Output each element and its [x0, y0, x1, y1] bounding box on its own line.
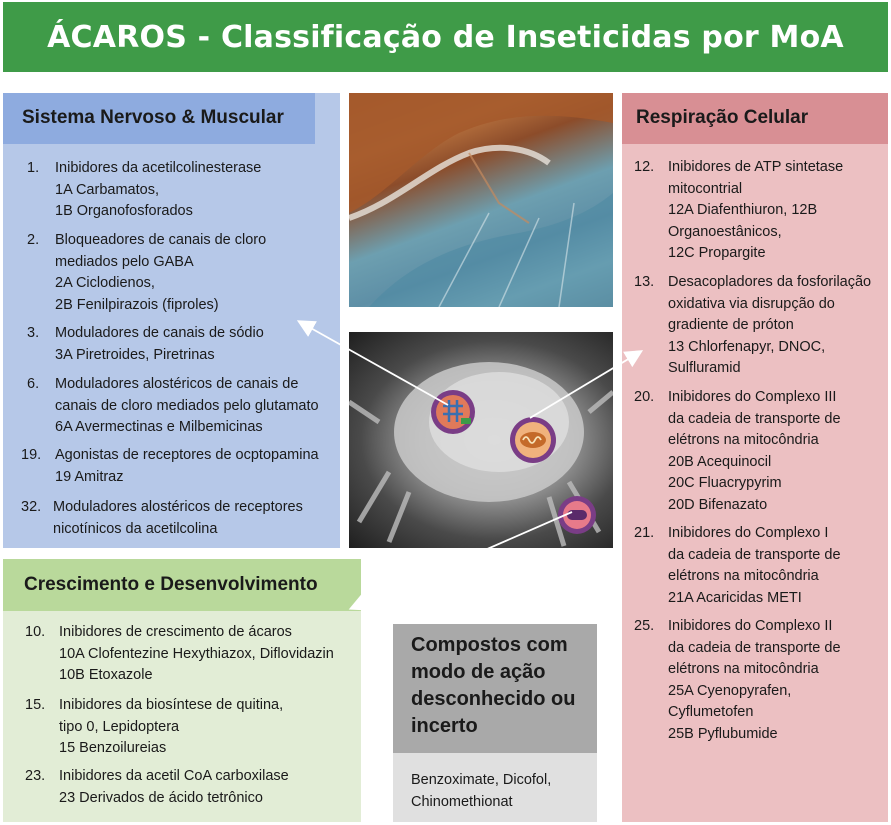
item-line: Inibidores do Complexo II [668, 618, 833, 634]
item-number: 32. [21, 499, 42, 515]
item-line: 12A Diafenthiuron, 12B [668, 202, 818, 218]
item-line: 3A Piretroides, Piretrinas [55, 346, 215, 363]
item-line: Inibidores de crescimento de ácaros [59, 624, 292, 640]
unknown-heading-line: incerto [411, 715, 478, 737]
unknown-heading-line: modo de ação [411, 661, 546, 683]
compound-line: Chinomethionat [411, 794, 513, 810]
item-line: oxidativa via disrupção do [668, 295, 835, 312]
item-line: 20C Fluacrypyrim [668, 475, 782, 491]
item-line: Organoestânicos, [668, 223, 782, 240]
item-line: Bloqueadores de canais de cloro [55, 232, 267, 248]
item-line: 1A Carbamatos, [55, 181, 159, 198]
item-line: 13 Chlorfenapyr, DNOC, [668, 338, 826, 355]
item-number: 10. [25, 624, 46, 640]
item-line: da cadeia de transporte de [668, 639, 841, 656]
item-line: Desacopladores da fosforilação [668, 274, 872, 290]
item-line: 2A Ciclodienos, [55, 275, 155, 291]
item-line: elétrons na mitocôndria [668, 432, 819, 448]
unknown-heading-line: Compostos com [411, 634, 568, 656]
arrow-to-respiration [530, 352, 640, 418]
item-line: gradiente de próton [668, 317, 794, 333]
item-number: 19. [21, 447, 42, 463]
item-line: Inibidores da acetil CoA carboxilase [59, 768, 289, 784]
item-line: elétrons na mitocôndria [668, 661, 819, 677]
item-line: 10A Clofentezine Hexythiazox, Diflovidazin [59, 645, 334, 662]
item-line: Inibidores do Complexo III [668, 389, 837, 405]
item-line: tipo 0, Lepidoptera [59, 718, 180, 735]
item-line: Moduladores alostéricos de receptores [53, 499, 303, 515]
item-line: da cadeia de transporte de [668, 410, 841, 427]
item-number: 2. [27, 232, 40, 248]
item-line: mediados pelo GABA [55, 253, 194, 270]
nervous-system-heading: Sistema Nervoso & Muscular [22, 107, 284, 128]
item-number: 21. [634, 525, 655, 541]
item-number: 23. [25, 768, 46, 784]
respiration-heading: Respiração Celular [636, 107, 809, 128]
growth-heading: Crescimento e Desenvolvimento [24, 574, 318, 595]
item-line: Inibidores do Complexo I [668, 525, 829, 541]
item-number: 3. [27, 325, 40, 341]
item-number: 1. [27, 160, 40, 176]
item-number: 20. [634, 389, 655, 405]
arrow-to-growth [352, 512, 572, 608]
item-line: Agonistas de receptores de ocptopamina [55, 447, 319, 463]
item-line: 2B Fenilpirazois (fiproles) [55, 296, 219, 313]
item-line: 23 Derivados de ácido tetrônico [59, 789, 263, 806]
page-title: ÁCAROS - Classificação de Inseticidas por MoA [47, 20, 844, 55]
item-number: 6. [27, 376, 40, 392]
arrow-to-nervous [300, 322, 448, 405]
item-line: Sulfluramid [668, 360, 741, 376]
item-number: 25. [634, 618, 655, 634]
item-number: 15. [25, 697, 46, 713]
item-line: 1B Organofosforados [55, 203, 193, 219]
item-line: Cyflumetofen [668, 704, 754, 720]
item-line: 19 Amitraz [55, 468, 124, 485]
item-line: Inibidores da biosíntese de quitina, [59, 697, 284, 713]
item-line: nicotínicos da acetilcolina [53, 520, 218, 537]
item-line: canais de cloro mediados pelo glutamato [55, 397, 319, 414]
item-line: elétrons na mitocôndria [668, 568, 819, 584]
item-line: Inibidores de ATP sintetase [668, 159, 844, 175]
item-number: 12. [634, 159, 655, 175]
item-line: da cadeia de transporte de [668, 546, 841, 563]
item-line: 15 Benzoilureias [59, 740, 167, 756]
item-number: 13. [634, 274, 655, 290]
item-line: Inibidores da acetilcolinesterase [55, 160, 262, 176]
item-line: 20D Bifenazato [668, 496, 768, 513]
item-line: mitocontrial [668, 180, 743, 197]
item-line: 12C Propargite [668, 245, 766, 261]
item-line: 20B Acequinocil [668, 453, 772, 470]
item-line: 25B Pyflubumide [668, 725, 778, 742]
item-line: Moduladores de canais de sódio [55, 325, 264, 341]
item-line: 6A Avermectinas e Milbemicinas [55, 419, 263, 435]
item-line: 10B Etoxazole [59, 667, 153, 683]
unknown-heading-line: desconhecido ou [411, 688, 576, 710]
item-line: 25A Cyenopyrafen, [668, 682, 792, 699]
item-line: 21A Acaricidas METI [668, 589, 802, 606]
compound-line: Benzoximate, Dicofol, [411, 772, 552, 788]
item-line: Moduladores alostéricos de canais de [55, 376, 299, 392]
